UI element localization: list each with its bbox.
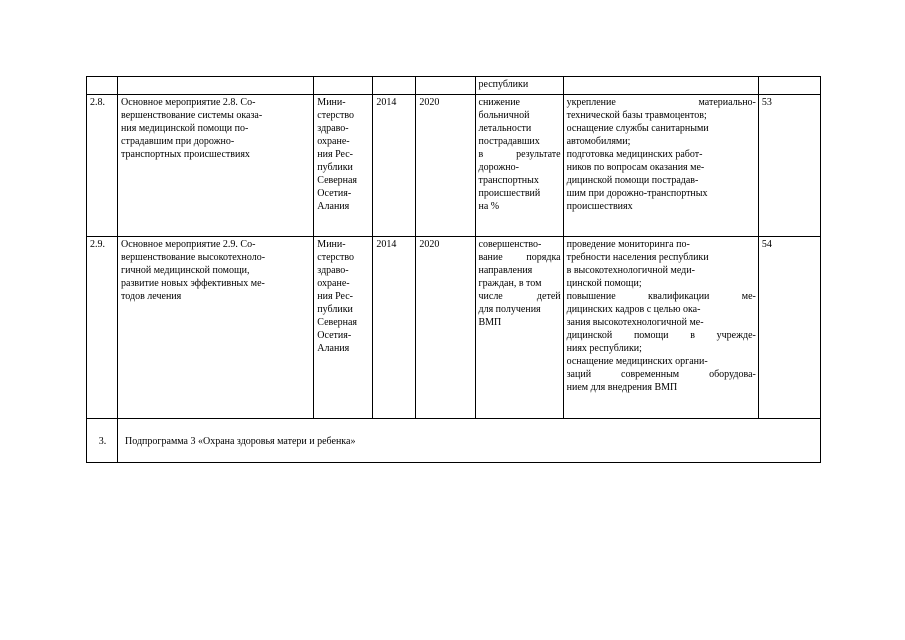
subprogram-title: Подпрограмма 3 «Охрана здоровья матери и ребенка» [118,419,821,463]
activity-name-line: вершенствование высокотехноло- [121,252,266,263]
executor-line: охране- [317,278,350,289]
indicator-line: для получения [478,304,541,315]
result-line: оснащение службы санитарными [566,123,709,134]
executor-line: публики [317,304,353,315]
table-row-2-9 [87,237,821,419]
cell-activity-name [118,77,314,95]
executor-line: Мини- [317,97,346,108]
result-line: нием для внедрения ВМП [566,382,678,393]
cell-executor [314,77,373,95]
table-row-subprogram-3 [87,419,821,463]
activity-name-line: гичной медицинской помощи, [121,265,250,276]
executor-line: Осетия- [317,188,352,199]
executor-line: Алания [317,343,350,354]
result-line: оснащение медицинских органи- [566,356,708,367]
executor-line: здраво- [317,265,349,276]
indicator-line: летальности [478,123,532,134]
result-line: автомобилями; [566,136,631,147]
cell-number: 2.9. [87,237,118,419]
cell-start-year: 2014 [373,95,416,237]
table-row-continuation [87,77,821,95]
indicator-line: в результате [478,149,561,160]
result-line: ниях республики; [566,343,642,354]
indicator-line: пострадавших [478,136,540,147]
program-activities-table [86,76,821,463]
cell-link: 53 [758,95,820,237]
executor-line: Мини- [317,239,346,250]
result-line: технической базы травмоцентов; [566,110,707,121]
indicator-line: больничной [478,110,530,121]
result-line: дицинской помощи в учрежде- [566,330,756,341]
indicator-line: направления [478,265,533,276]
result-line: укрепление материально- [566,97,756,108]
result-line: дицинской помощи пострадав- [566,175,699,186]
result-line: подготовка медицинских работ- [566,149,703,160]
executor-line: Северная [317,175,358,186]
indicator-line: дорожно- [478,162,519,173]
indicator-tail-text: республики [478,79,529,90]
activity-name-line: Основное мероприятие 2.8. Со- [121,97,256,108]
indicator-line: транспортных [478,175,539,186]
cell-activity-name [118,95,314,237]
indicator-line: числе детей [478,291,561,302]
result-line: проведение мониторинга по- [566,239,690,250]
result-line: ников по вопросам оказания ме- [566,162,705,173]
activity-name-line: страдавшим при дорожно- [121,136,235,147]
table-row-2-8 [87,95,821,237]
activity-name-line: развитие новых эффективных ме- [121,278,265,289]
cell-end-year: 2020 [416,237,475,419]
executor-line: здраво- [317,123,349,134]
executor-line: ния Рес- [317,149,353,160]
executor-line: охране- [317,136,350,147]
cell-indicator [475,237,563,419]
indicator-line: снижение [478,97,520,108]
cell-result [563,77,758,95]
activity-name-line: вершенствование системы оказа- [121,110,263,121]
cell-link: 54 [758,237,820,419]
result-line: требности населения республики [566,252,709,263]
result-line: происшествиях [566,201,633,212]
result-line: шим при дорожно-транспортных [566,188,708,199]
executor-line: стерство [317,110,355,121]
cell-link [758,77,820,95]
executor-line: Осетия- [317,330,352,341]
activity-name-line: Основное мероприятие 2.9. Со- [121,239,256,250]
cell-executor [314,95,373,237]
executor-line: стерство [317,252,355,263]
cell-number: 2.8. [87,95,118,237]
cell-start-year: 2014 [373,237,416,419]
cell-executor [314,237,373,419]
subprogram-number: 3. [87,419,118,463]
cell-indicator [475,95,563,237]
indicator-line: совершенство- [478,239,542,250]
cell-activity-name [118,237,314,419]
executor-line: Алания [317,201,350,212]
executor-line: ния Рес- [317,291,353,302]
result-line: цинской помощи; [566,278,642,289]
indicator-line: граждан, в том [478,278,542,289]
executor-line: Северная [317,317,358,328]
indicator-line: ВМП [478,317,502,328]
cell-end-year: 2020 [416,95,475,237]
result-line: заций современным оборудова- [566,369,756,380]
cell-start-year [373,77,416,95]
indicator-line: на % [478,201,500,212]
result-line: зания высокотехнологичной ме- [566,317,704,328]
cell-number [87,77,118,95]
activity-name-line: ния медицинской помощи по- [121,123,249,134]
result-line: дицинских кадров с целью ока- [566,304,701,315]
indicator-line: происшествий [478,188,541,199]
activity-name-line: тодов лечения [121,291,182,302]
cell-result [563,237,758,419]
indicator-line: вание порядка [478,252,561,263]
activity-name-line: транспортных происшествиях [121,149,250,160]
cell-end-year [416,77,475,95]
result-line: в высокотехнологичной меди- [566,265,695,276]
executor-line: публики [317,162,353,173]
cell-indicator [475,77,563,95]
cell-result [563,95,758,237]
result-line: повышение квалификации ме- [566,291,756,302]
